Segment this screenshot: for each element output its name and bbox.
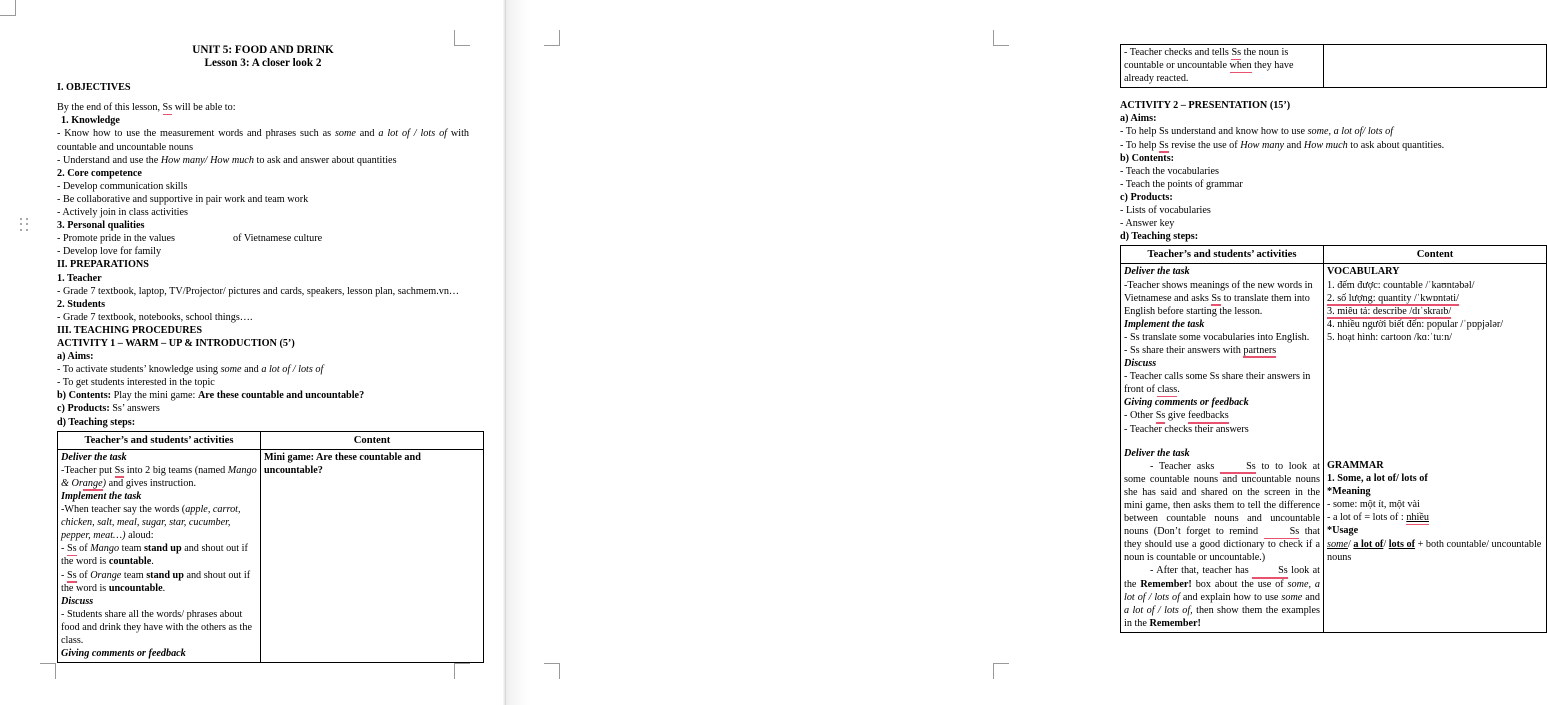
table-header-row	[58, 431, 484, 449]
spellcheck-ss: Ss	[1231, 47, 1242, 58]
carryover-activities-cell	[1121, 45, 1324, 88]
discuss-heading: Discuss	[1124, 358, 1157, 370]
objectives-heading: I. OBJECTIVES	[57, 82, 131, 94]
table-row	[58, 449, 484, 663]
implement-task-text-2: - Ss share their answers with partners	[1124, 344, 1277, 356]
unit-title: UNIT 5: FOOD AND DRINK	[192, 44, 334, 56]
carryover-text: - Teacher checks and tells Ss the noun is countable or uncountable when they have already reacted.	[1124, 47, 1294, 85]
spellcheck-ss: Ss	[114, 464, 125, 476]
activity2-aims-1: - To help Ss understand and know how to use some, a lot of/ lots of	[1120, 126, 1394, 138]
carryover-table	[1120, 44, 1547, 88]
activity2-aims-label: a) Aims:	[1120, 113, 1157, 125]
objectives-intro: By the end of this lesson, Ss will be able to:	[57, 102, 236, 114]
carryover-content-cell	[1324, 45, 1547, 88]
core-item-2: - Be collaborative and supportive in pair work and team work	[57, 193, 309, 205]
lesson-title: Lesson 3: A closer look 2	[204, 57, 322, 70]
activity1-aims-2: - To get students interested in the topic	[57, 377, 215, 389]
implement-task-text-1: -When teacher say the words (apple, carrot, chicken, salt, meal, sugar, star, cucumber, pepper, meat…) aloud:	[61, 504, 241, 542]
discuss-text: - Teacher calls some Ss share their answers in front of class.	[1124, 371, 1311, 396]
drag-grip-handle[interactable]	[20, 218, 29, 232]
spellcheck-ss: Ss	[1155, 410, 1166, 422]
feedback-text-1: - Other Ss give feedbacks	[1124, 410, 1229, 422]
discuss-heading: Discuss	[61, 595, 94, 607]
activity2-steps-label: d) Teaching steps:	[1120, 231, 1199, 243]
spellcheck-ss: Ss	[1252, 564, 1288, 577]
knowledge-item-2: - Understand and use the How many/ How much to ask and answer about quantities	[57, 154, 397, 166]
header-activities: Teacher’s and students’ activities	[1121, 246, 1324, 264]
spellcheck-when: when	[1229, 60, 1252, 72]
header-content: Content	[261, 431, 484, 449]
grammar-usage-label: *Usage	[1327, 525, 1359, 537]
activity2-contents-1: - Teach the vocabularies	[1120, 165, 1219, 177]
grammar-meaning-label: *Meaning	[1327, 486, 1371, 498]
page-gutter	[500, 0, 539, 705]
deliver-task-text: -Teacher shows meanings of the new words in Vietnamese and asks Ss to translate them into English before starting the lesson.	[1124, 279, 1313, 317]
activity1-table	[57, 431, 484, 664]
activity1-aims-1: - To activate students’ knowledge using some and a lot of / lots of	[57, 364, 324, 376]
activity2-contents-label: b) Contents:	[1120, 152, 1175, 164]
activity2-contents-2: - Teach the points of grammar	[1120, 178, 1243, 190]
header-content: Content	[1324, 246, 1547, 264]
spellcheck-ss: Ss	[66, 543, 77, 555]
implement-task-text-3: - Ss of Orange team stand up and shout out if the word is uncountable.	[61, 569, 251, 594]
mini-game-text: Mini game: Are these countable and uncountable?	[264, 451, 421, 476]
activity2-products-2: - Answer key	[1120, 218, 1175, 230]
spellcheck-nhieu: nhiều	[1406, 512, 1429, 524]
grammar-heading: GRAMMAR	[1327, 459, 1384, 471]
deliver-task-2-text-2: - After that, teacher has Ss look at the Remember! box about the use of some, a lot of / lots of and explain how to use some and a lot of / lots of, then show them the examples in the Remember!	[1124, 565, 1321, 629]
vocab-item	[1327, 305, 1543, 318]
table-header-row	[1121, 246, 1547, 264]
personal-item-2: - Develop love for family	[57, 246, 162, 258]
spellcheck-orange: ange	[82, 477, 103, 489]
deliver-task-2-text-1: - Teacher asks Ss to to look at some countable nouns and uncountable nouns she has said and shared on the screen in the mini game, then asks them to tell the difference between countable nouns and uncountable nouns (Don’t forget to remind Ss that they should use a good dictionary to check if a noun is countable or uncountable.)	[1124, 460, 1321, 564]
activity2-products-label: c) Products:	[1120, 191, 1173, 203]
deliver-task-text: -Teacher put Ss into 2 big teams (named Mango & Orange) and gives instruction.	[61, 464, 257, 489]
crop-mark-bottom-left	[40, 663, 56, 679]
deliver-task-heading: Deliver the task	[61, 451, 127, 463]
crop-mark-bottom-left	[544, 663, 560, 679]
activity2-heading: ACTIVITY 2 – PRESENTATION (15’)	[1120, 100, 1291, 112]
personal-item-1: - Promote pride in the values of Vietnamese culture	[57, 233, 323, 245]
feedback-heading: Giving comments or feedback	[61, 648, 186, 660]
activity1-heading: ACTIVITY 1 – WARM – UP & INTRODUCTION (5’)	[57, 337, 295, 349]
activity2-table	[1120, 245, 1547, 633]
left-page-body	[57, 44, 469, 663]
crop-mark-top-left	[0, 0, 16, 16]
deliver-task-heading: Deliver the task	[1124, 266, 1190, 278]
preparations-heading: II. PREPARATIONS	[57, 259, 149, 271]
spellcheck-ss: Ss	[162, 102, 173, 114]
grammar-meaning-2: - a lot of = lots of : nhiều	[1327, 512, 1429, 524]
vocab-item: 1. đếm được: countable /ˈkaʊntəbəl/	[1327, 279, 1475, 291]
feedback-heading: Giving comments or feedback	[1124, 397, 1249, 409]
core-item-1: - Develop communication skills	[57, 180, 188, 192]
procedures-heading: III. TEACHING PROCEDURES	[57, 324, 203, 336]
implement-task-heading: Implement the task	[61, 491, 142, 502]
activity1-steps-label: d) Teaching steps:	[57, 416, 136, 428]
spellcheck-feedbacks: feedbacks	[1187, 410, 1229, 422]
students-item-1: - Grade 7 textbook, notebooks, school things….	[57, 311, 253, 323]
grammar-point-1: 1. Some, a lot of/ lots of	[1327, 473, 1428, 485]
implement-task-text-2: - Ss of Mango team stand up and shout out if the word is countable.	[61, 543, 248, 568]
deliver-task-2-heading: Deliver the task	[1124, 447, 1190, 459]
activity1-products: c) Products: Ss’ answers	[57, 403, 160, 415]
spellcheck-ss: Ss	[1220, 460, 1256, 473]
vocab-item	[1327, 292, 1543, 305]
table-row	[1121, 45, 1547, 88]
core-competence-heading: 2. Core competence	[57, 167, 142, 179]
page-left	[0, 0, 500, 705]
spellcheck-vocab: 3. miêu tả: describe /dɪˈskraɪb/	[1327, 305, 1452, 317]
spellcheck-ss: Ss	[66, 569, 77, 581]
implement-task-text-1: - Ss translate some vocabularies into English.	[1124, 331, 1310, 343]
right-page-body	[1120, 44, 1542, 633]
crop-mark-top-right	[993, 30, 1009, 46]
personal-qualities-heading: 3. Personal qualities	[57, 220, 145, 232]
activities-cell	[58, 449, 261, 663]
grammar-usage-text: some/ a lot of/ lots of + both countable/ uncountable nouns	[1327, 538, 1542, 563]
table-row	[1121, 264, 1547, 633]
activity1-contents: b) Contents: Play the mini game: Are these countable and uncountable?	[57, 390, 365, 402]
header-activities: Teacher’s and students’ activities	[58, 431, 261, 449]
feedback-text-2: - Teacher checks their answers	[1124, 423, 1249, 435]
content-cell	[1324, 264, 1547, 633]
vocab-item: 4. nhiều người biết đến: popular /ˈpɒpjələr/	[1327, 318, 1504, 330]
teacher-heading: 1. Teacher	[57, 272, 102, 284]
content-cell	[261, 449, 484, 663]
activity1-aims-label: a) Aims:	[57, 351, 94, 363]
students-heading: 2. Students	[57, 298, 106, 310]
grammar-meaning-1: - some: một ít, một vài	[1327, 499, 1420, 511]
knowledge-item-1: - Know how to use the measurement words and phrases such as some and a lot of / lots of with countable and uncountable nouns	[57, 128, 469, 153]
vocabulary-heading: VOCABULARY	[1327, 266, 1400, 278]
spellcheck-ss: Ss	[1211, 292, 1222, 304]
crop-mark-bottom-right	[454, 663, 470, 679]
spellcheck-vocab: 2. số lượng: quantity /ˈkwɒntəti/	[1327, 292, 1459, 304]
vocab-item: 5. hoạt hình: cartoon /kɑːˈtuːn/	[1327, 331, 1453, 343]
activities-cell	[1121, 264, 1324, 633]
teacher-item-1: - Grade 7 textbook, laptop, TV/Projector/ pictures and cards, speakers, lesson plan, sachmem.vn…	[57, 285, 460, 297]
crop-mark-top-left	[544, 30, 560, 46]
implement-task-heading: Implement the task	[1124, 318, 1205, 330]
spellcheck-ss: Ss	[1264, 525, 1300, 538]
activity2-aims-2: - To help Ss revise the use of How many and How much to ask about quantities.	[1120, 139, 1445, 151]
knowledge-heading: 1. Knowledge	[61, 115, 120, 127]
discuss-text: - Students share all the words/ phrases about food and drink they have with the others as the class.	[61, 608, 252, 647]
core-item-3: - Actively join in class activities	[57, 207, 188, 219]
spellcheck-partners: partners	[1243, 344, 1277, 356]
spellcheck-ss: Ss	[1159, 139, 1169, 151]
page-right	[539, 0, 1542, 705]
crop-mark-bottom-right	[993, 663, 1009, 679]
spellcheck-class: class	[1157, 384, 1178, 396]
activity2-products-1: - Lists of vocabularies	[1120, 205, 1211, 217]
